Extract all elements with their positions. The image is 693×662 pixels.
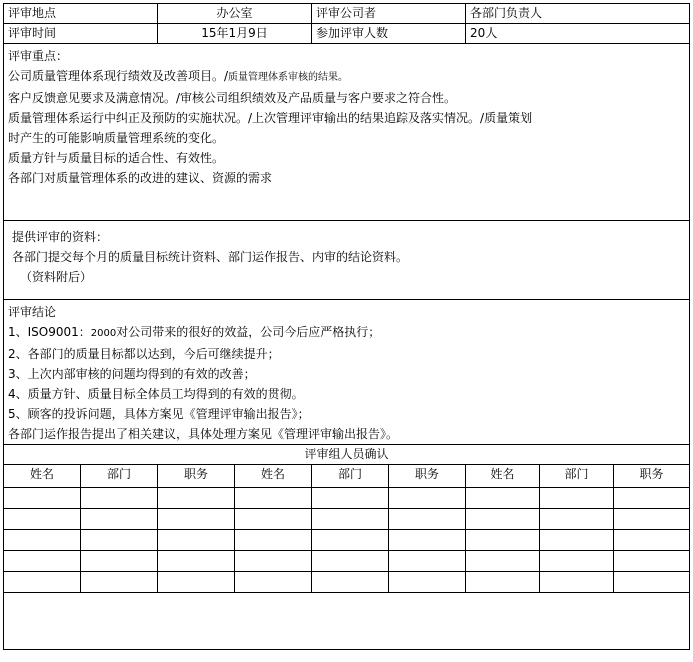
signature-cell[interactable] (614, 488, 690, 509)
focus-line-6: 各部门对质量管理体系的改进的建议、资源的需求 (8, 171, 273, 185)
signature-row (4, 488, 690, 509)
materials-line-1: 各部门提交每个月的质量目标统计资料、部门运作报告、内审的结论资料。 (12, 250, 409, 264)
header-name-3: 姓名 (466, 465, 540, 488)
value-location: 办公室 (158, 4, 312, 24)
signature-cell[interactable] (540, 551, 614, 572)
signature-cell[interactable] (158, 509, 235, 530)
signature-cell[interactable] (466, 488, 540, 509)
signature-row (4, 509, 690, 530)
conclusion-line-2: 2、各部门的质量目标都以达到，今后可继续提升； (8, 347, 280, 361)
signature-cell[interactable] (466, 509, 540, 530)
materials-title: 提供评审的资料： (12, 230, 109, 244)
signature-cell[interactable] (158, 551, 235, 572)
focus-line-3: 质量管理体系运行中纠正及预防的实施状况。/上次管理评审输出的结果追踪及落实情况。/质量策划 (8, 111, 533, 125)
signature-cell[interactable] (389, 572, 466, 593)
signature-cell[interactable] (81, 572, 158, 593)
signature-cell[interactable] (4, 551, 81, 572)
conclusion-title: 评审结论 (8, 305, 57, 319)
header-dept-2: 部门 (312, 465, 389, 488)
signature-cell[interactable] (540, 530, 614, 551)
signature-cell[interactable] (540, 488, 614, 509)
signature-cell[interactable] (81, 530, 158, 551)
signature-cell[interactable] (540, 509, 614, 530)
conclusion-line-4: 4、质量方针、质量目标全体员工均得到的有效的贯彻。 (8, 387, 304, 401)
signature-row (4, 551, 690, 572)
review-form (3, 3, 689, 657)
label-reviewer: 评审公司者 (312, 4, 466, 24)
signature-cell[interactable] (312, 509, 389, 530)
signature-cell[interactable] (81, 551, 158, 572)
signature-row (4, 530, 690, 551)
signature-cell[interactable] (4, 509, 81, 530)
conclusion-line-6: 各部门运作报告提出了相关建议，具体处理方案见《管理评审输出报告》。 (8, 427, 399, 441)
signature-cell[interactable] (235, 551, 312, 572)
signature-cell[interactable] (389, 488, 466, 509)
label-time: 评审时间 (4, 24, 158, 44)
header-name-1: 姓名 (4, 465, 81, 488)
header-title-2: 职务 (389, 465, 466, 488)
header-dept-3: 部门 (540, 465, 614, 488)
header-row-2 (4, 24, 690, 44)
signature-cell[interactable] (235, 509, 312, 530)
confirmation-header-row (4, 465, 690, 488)
conclusion-section (4, 300, 690, 445)
label-participants: 参加评审人数 (312, 24, 466, 44)
signature-cell[interactable] (312, 530, 389, 551)
focus-section (4, 44, 690, 221)
conclusion-line-1a: 1、ISO9001： (8, 325, 91, 339)
review-form-table (3, 3, 690, 650)
signature-cell[interactable] (4, 530, 81, 551)
signature-cell[interactable] (81, 509, 158, 530)
focus-line-4: 时产生的可能影响质量管理系统的变化。 (8, 131, 225, 145)
conclusion-line-1b: 2000 (90, 328, 117, 339)
signature-cell[interactable] (389, 530, 466, 551)
conclusion-line-1c: 对公司带来的很好的效益，公司今后应严格执行； (116, 325, 381, 339)
value-participants: 20人 (466, 24, 690, 44)
focus-line-2: 客户反馈意见要求及满意情况。/审核公司组织绩效及产品质量与客户要求之符合性。 (8, 91, 457, 105)
signature-cell[interactable] (158, 530, 235, 551)
signature-cell[interactable] (235, 530, 312, 551)
conclusion-line-3: 3、上次内部审核的问题均得到的有效的改善； (8, 367, 256, 381)
signature-cell[interactable] (235, 488, 312, 509)
conclusion-line-5: 5、顾客的投诉问题，具体方案见《管理评审输出报告》； (8, 407, 310, 421)
signature-cell[interactable] (312, 572, 389, 593)
header-row-1 (4, 4, 690, 24)
signature-cell[interactable] (466, 530, 540, 551)
signature-cell[interactable] (614, 572, 690, 593)
signature-cell[interactable] (389, 551, 466, 572)
signature-cell[interactable] (81, 488, 158, 509)
confirmation-title: 评审组人员确认 (4, 445, 690, 465)
signature-cell[interactable] (614, 530, 690, 551)
signature-cell[interactable] (540, 572, 614, 593)
signature-cell[interactable] (235, 572, 312, 593)
header-title-1: 职务 (158, 465, 235, 488)
signature-cell[interactable] (466, 551, 540, 572)
form-footer-blank (4, 593, 690, 650)
signature-cell[interactable] (158, 572, 235, 593)
signature-row (4, 572, 690, 593)
focus-line-5: 质量方针与质量目标的适合性、有效性。 (8, 151, 225, 165)
signature-cell[interactable] (389, 509, 466, 530)
focus-title: 评审重点： (8, 49, 69, 63)
signature-cell[interactable] (4, 572, 81, 593)
signature-cell[interactable] (614, 509, 690, 530)
signature-cell[interactable] (466, 572, 540, 593)
value-reviewer: 各部门负责人 (466, 4, 690, 24)
label-location: 评审地点 (4, 4, 158, 24)
header-name-2: 姓名 (235, 465, 312, 488)
focus-line-1b: 质量管理体系审核的结果。 (228, 72, 349, 83)
signature-cell[interactable] (312, 551, 389, 572)
footer-blank-cell (4, 593, 690, 650)
signature-cell[interactable] (312, 488, 389, 509)
materials-line-2: （资料附后） (20, 270, 93, 284)
value-time: 15年1月9日 (158, 24, 312, 44)
focus-line-1: 公司质量管理体系现行绩效及改善项目。/ (8, 69, 229, 83)
materials-section (4, 221, 690, 300)
signature-cell[interactable] (158, 488, 235, 509)
signature-cell[interactable] (4, 488, 81, 509)
header-title-3: 职务 (614, 465, 690, 488)
header-dept-1: 部门 (81, 465, 158, 488)
signature-cell[interactable] (614, 551, 690, 572)
confirmation-title-row (4, 445, 690, 465)
